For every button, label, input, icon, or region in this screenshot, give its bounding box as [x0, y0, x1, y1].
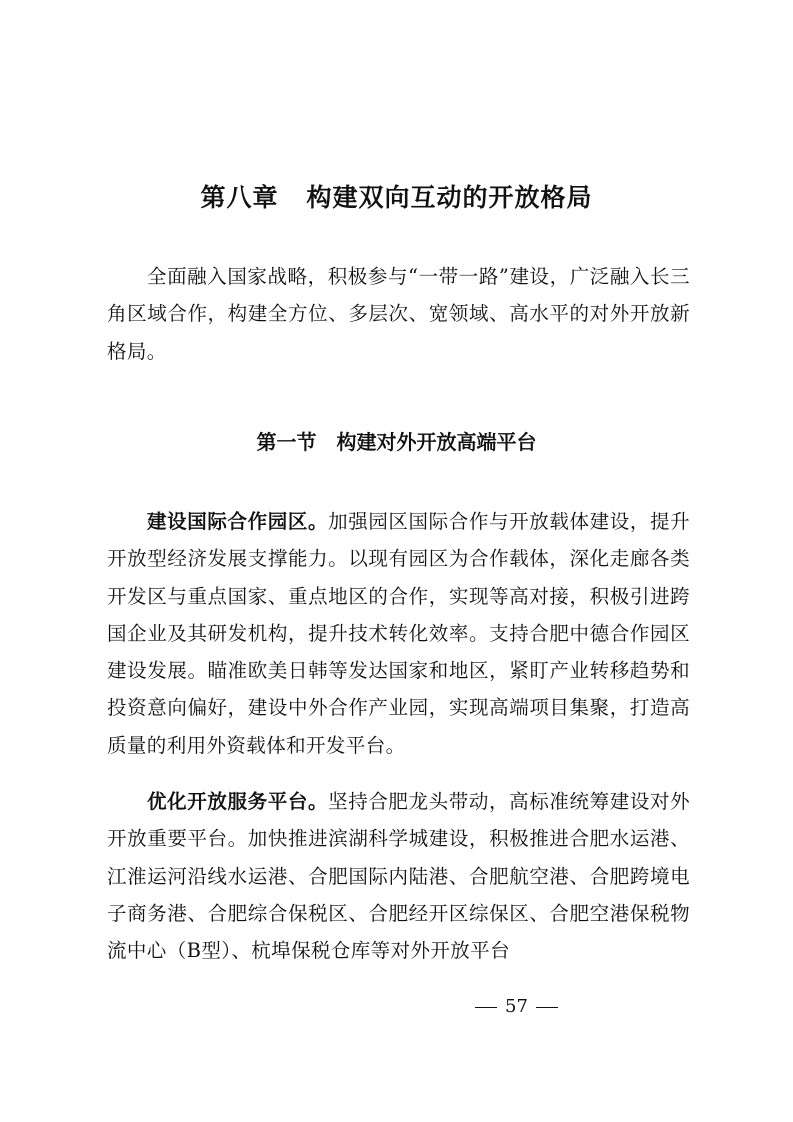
chapter-intro-paragraph: 全面融入国家战略，积极参与“一带一路”建设，广泛融入长三角区域合作，构建全方位、多层次、宽领域、高水平的对外开放新格局。 [107, 265, 690, 363]
left-dash [475, 1007, 497, 1008]
paragraph-body: 坚持合肥龙头带动，高标准统筹建设对外开放重要平台。加快推进滨湖科学城建设，积极推进合肥水运港、江淮运河沿线水运港、合肥国际内陆港、合肥航空港、合肥跨境电子商务港、合肥综合保税区、合肥经开区综保区、合肥空港保税物流中心（B型）、杭埠保税仓库等对外开放平台 [107, 790, 690, 963]
chapter-title [0, 178, 793, 218]
section-title [0, 427, 793, 457]
chapter-number: 第八章 [200, 183, 279, 212]
right-dash [536, 1007, 558, 1008]
paragraph-lead: 优化开放服务平台。 [147, 790, 329, 813]
page-number-footer [0, 995, 793, 1019]
paragraph-body: 加强园区国际合作与开放载体建设，提升开放型经济发展支撑能力。以现有园区为合作载体，深化走廊各类开发区与重点国家、重点地区的合作，实现等高对接，积极引进跨国企业及其研发机构，提升技术转化效率。支持合肥中德合作园区建设发展。瞄准欧美日韩等发达国家和地区，紧盯产业转移趋势和投资意向偏好，建设中外合作产业园，实现高端项目集聚，打造高质量的利用外资载体和开发平台。 [107, 510, 690, 757]
section-number: 第一节 [256, 430, 317, 454]
paragraph-lead: 建设国际合作园区。 [147, 510, 329, 533]
page-number: 57 [505, 996, 528, 1017]
paragraph-service-platforms [107, 783, 690, 969]
section-heading-text: 构建对外开放高端平台 [336, 430, 537, 454]
paragraph-international-parks [107, 503, 690, 764]
chapter-heading-text: 构建双向互动的开放格局 [306, 183, 593, 212]
